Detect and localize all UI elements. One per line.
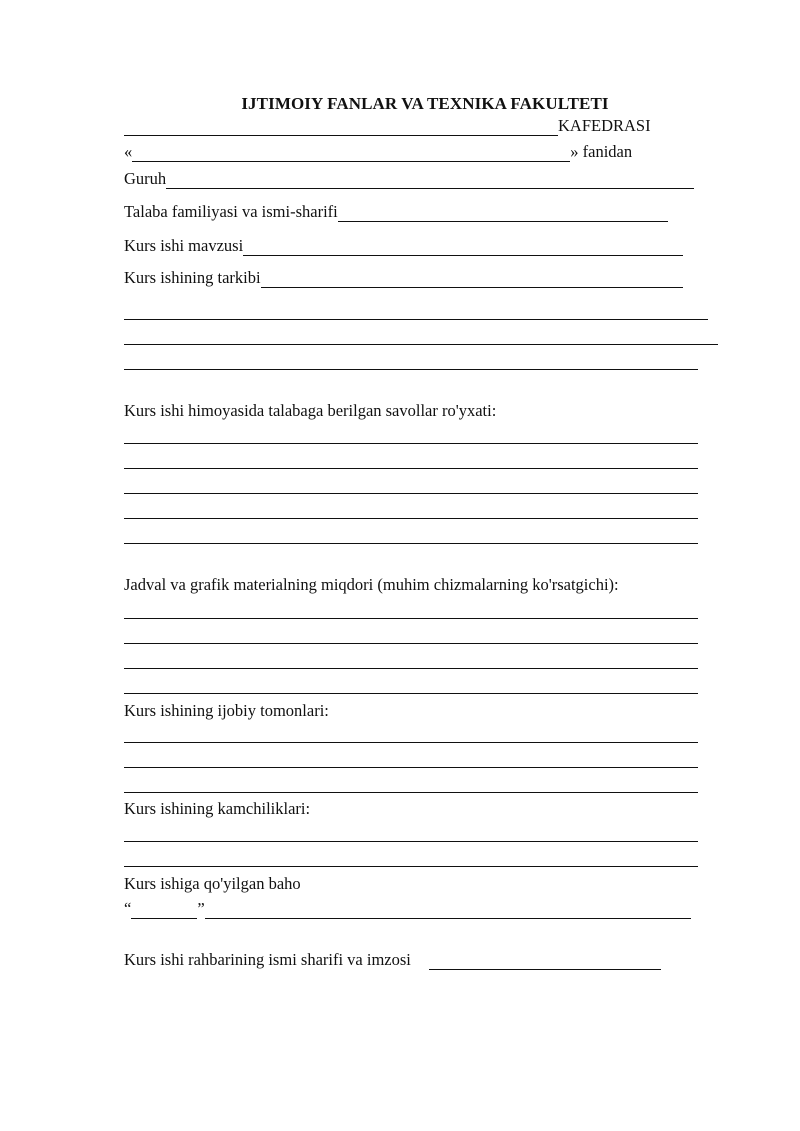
composition-label: Kurs ishining tarkibi: [124, 268, 261, 287]
supervisor-row: [124, 948, 661, 970]
department-field[interactable]: [124, 120, 558, 136]
positives-line-3[interactable]: [124, 792, 698, 793]
topic-field[interactable]: [243, 240, 683, 256]
supervisor-label: Kurs ishi rahbarining ismi sharifi va imzosi: [124, 950, 411, 969]
grade-row: [124, 897, 691, 919]
shortcomings-line-1[interactable]: [124, 841, 698, 842]
composition-line-3[interactable]: [124, 369, 698, 370]
subject-suffix: » fanidan: [570, 142, 633, 161]
materials-heading: Jadval va grafik materialning miqdori (muhim chizmalarning ko'rsatgichi):: [124, 575, 619, 594]
shortcomings-heading: Kurs ishining kamchiliklari:: [124, 799, 311, 818]
materials-line-2[interactable]: [124, 643, 698, 644]
department-suffix: KAFEDRASI: [558, 116, 651, 135]
composition-line-1[interactable]: [124, 319, 708, 320]
materials-line-3[interactable]: [124, 668, 698, 669]
student-row: [124, 200, 668, 222]
topic-label: Kurs ishi mavzusi: [124, 236, 244, 255]
student-label: Talaba familiyasi va ismi-sharifi: [124, 202, 338, 221]
subject-open-quote: «: [124, 142, 133, 161]
grade-heading: Kurs ishiga qo'yilgan baho: [124, 874, 301, 893]
questions-line-5[interactable]: [124, 543, 698, 544]
shortcomings-line-2[interactable]: [124, 866, 698, 867]
student-field[interactable]: [338, 206, 668, 222]
subject-field[interactable]: [132, 146, 570, 162]
questions-line-4[interactable]: [124, 518, 698, 519]
composition-line-2[interactable]: [124, 344, 718, 345]
materials-line-4[interactable]: [124, 693, 698, 694]
composition-row: [124, 266, 683, 288]
positives-line-2[interactable]: [124, 767, 698, 768]
questions-heading: Kurs ishi himoyasida talabaga berilgan savollar ro'yxati:: [124, 401, 497, 420]
questions-line-1[interactable]: [124, 443, 698, 444]
group-row: [124, 167, 694, 189]
department-row: [124, 114, 651, 136]
group-field[interactable]: [166, 173, 694, 189]
subject-row: [124, 140, 632, 162]
positives-line-1[interactable]: [124, 742, 698, 743]
positives-heading: Kurs ishining ijobiy tomonlari:: [124, 701, 329, 720]
grade-words-field[interactable]: [205, 903, 691, 919]
composition-field[interactable]: [261, 272, 683, 288]
grade-open-quote: “: [124, 899, 132, 918]
grade-value-field[interactable]: [131, 903, 197, 919]
form-title: IJTIMOIY FANLAR VA TEXNIKA FAKULTETI: [241, 94, 609, 113]
supervisor-signature-field[interactable]: [429, 954, 661, 970]
materials-line-1[interactable]: [124, 618, 698, 619]
grade-close-quote: ”: [197, 899, 205, 918]
questions-line-2[interactable]: [124, 468, 698, 469]
group-label: Guruh: [124, 169, 167, 188]
questions-line-3[interactable]: [124, 493, 698, 494]
topic-row: [124, 234, 683, 256]
